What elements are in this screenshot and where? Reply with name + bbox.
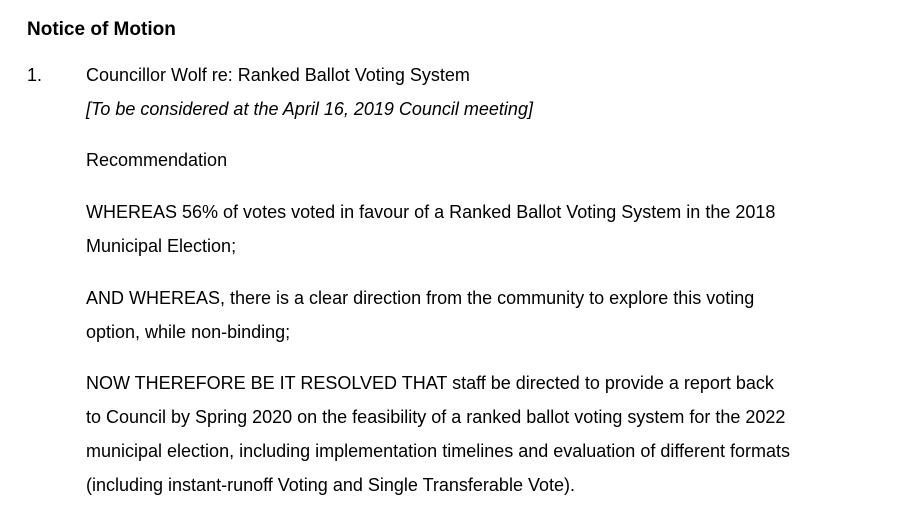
item-title-block <box>86 58 891 126</box>
recommendation-block <box>86 143 891 177</box>
paragraph-line: to Council by Spring 2020 on the feasibility of a ranked ballot voting system for the 2022 <box>86 407 786 427</box>
paragraph-line: municipal election, including implementation timelines and evaluation of different formats <box>86 441 791 461</box>
and-whereas-paragraph <box>86 281 891 349</box>
paragraph-line: option, while non-binding; <box>86 322 291 342</box>
resolution-paragraph <box>86 366 891 502</box>
section-heading: Notice of Motion <box>27 19 176 40</box>
item-number: 1. <box>27 65 43 85</box>
item-note: [To be considered at the April 16, 2019 Council meeting] <box>86 99 533 119</box>
paragraph-line: AND WHEREAS, there is a clear direction from the community to explore this voting <box>86 288 755 308</box>
paragraph-line: NOW THEREFORE BE IT RESOLVED THAT staff be directed to provide a report back <box>86 373 774 393</box>
paragraph-line: Municipal Election; <box>86 236 237 256</box>
item-title: Councillor Wolf re: Ranked Ballot Voting System <box>86 65 470 85</box>
recommendation-label: Recommendation <box>86 150 228 170</box>
paragraph-line: (including instant-runoff Voting and Single Transferable Vote). <box>86 475 575 495</box>
paragraph-line: WHEREAS 56% of votes voted in favour of a Ranked Ballot Voting System in the 2018 <box>86 202 776 222</box>
whereas-paragraph <box>86 195 891 263</box>
